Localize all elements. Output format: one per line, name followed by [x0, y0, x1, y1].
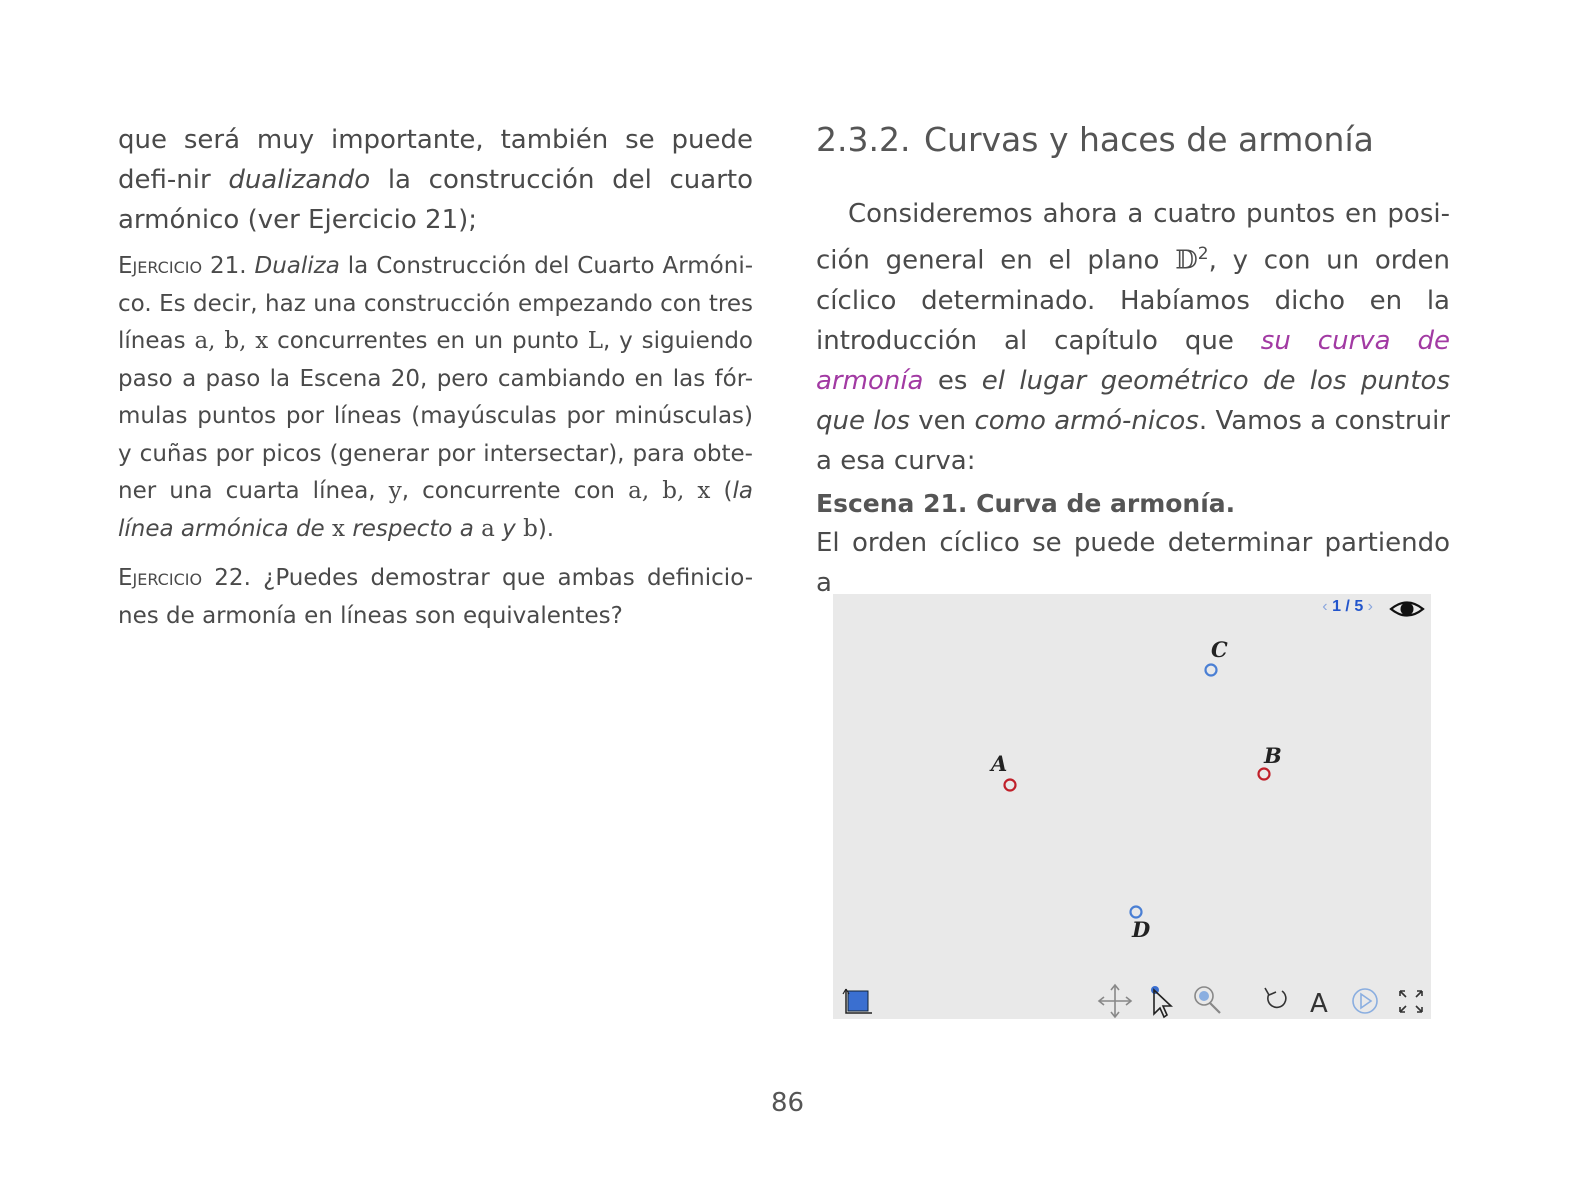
point-a-label: A	[991, 751, 1008, 776]
section-heading	[816, 120, 1450, 160]
text-tool-icon[interactable]: A	[1310, 989, 1328, 1019]
color-square-icon[interactable]	[843, 989, 872, 1013]
fullscreen-icon[interactable]	[1400, 991, 1422, 1012]
section-number: 2.3.2.	[816, 120, 911, 159]
exercise-21-label: Ejercicio 21.	[118, 253, 247, 279]
zoom-icon[interactable]	[1195, 987, 1220, 1013]
eye-icon[interactable]	[1391, 603, 1423, 616]
point-b[interactable]	[1259, 769, 1270, 780]
next-scene-button[interactable]: ›	[1367, 598, 1373, 615]
pointer-icon[interactable]	[1151, 986, 1171, 1017]
scene-text: El orden cíclico se puede determinar partiendo a	[816, 527, 1450, 598]
prev-scene-button[interactable]: ‹	[1322, 598, 1328, 615]
left-column	[118, 120, 753, 635]
point-b-label: B	[1264, 743, 1282, 768]
exercise-21: Ejercicio 21. Dualiza la Construcción del Cuarto Armóni-co. Es decir, haz una construcción empezando con tres líneas a, b, x concurrentes en un punto L, y siguiendo paso a paso la Escena 20, pero cambiando en las fór-mulas puntos por líneas (mayúsculas por minúsculas) y cuñas por picos (generar por intersectar), para obte-ner una cuarta línea, y, concurrente con a, b, x (la línea armónica de x respecto a a y b).	[118, 253, 754, 542]
section-paragraph: Consideremos ahora a cuatro puntos en posi-ción general en el plano 𝔻$^2$, y con un orden cíclico determinado. Habíamos dicho en la introducción al capítulo que su curva de armonía es el lugar geométrico de los puntos que los ven como armó-nicos. Vamos a construir a esa curva:	[816, 199, 1450, 476]
geometry-applet[interactable]	[833, 594, 1431, 1019]
play-icon[interactable]	[1353, 989, 1377, 1013]
exercise-22-label: Ejercicio 22.	[118, 565, 251, 591]
scene-counter: 1 / 5	[1332, 598, 1364, 615]
point-d-label: D	[1132, 917, 1151, 942]
section-title: Curvas y haces de armonía	[924, 120, 1374, 159]
page-number: 86	[770, 1088, 805, 1118]
move-icon[interactable]	[1099, 985, 1131, 1017]
point-a[interactable]	[1005, 780, 1016, 791]
point-c[interactable]	[1206, 665, 1217, 676]
scene-title: Escena 21. Curva de armonía.	[816, 488, 1236, 518]
point-c-label: C	[1211, 637, 1228, 662]
exercise-22: Ejercicio 22. ¿Puedes demostrar que ambas definicio-nes de armonía en líneas son equivalentes?	[118, 565, 753, 629]
applet-canvas[interactable]	[833, 594, 1431, 1019]
harmony-curve-link[interactable]: su curva de armonía	[816, 325, 1450, 396]
right-column	[816, 120, 1450, 603]
intro-paragraph: que será muy importante, también se puede defi-nir dualizando la construcción del cuarto armónico (ver Ejercicio 21);	[118, 125, 753, 235]
point-d[interactable]	[1131, 907, 1142, 918]
undo-icon[interactable]	[1265, 988, 1286, 1007]
